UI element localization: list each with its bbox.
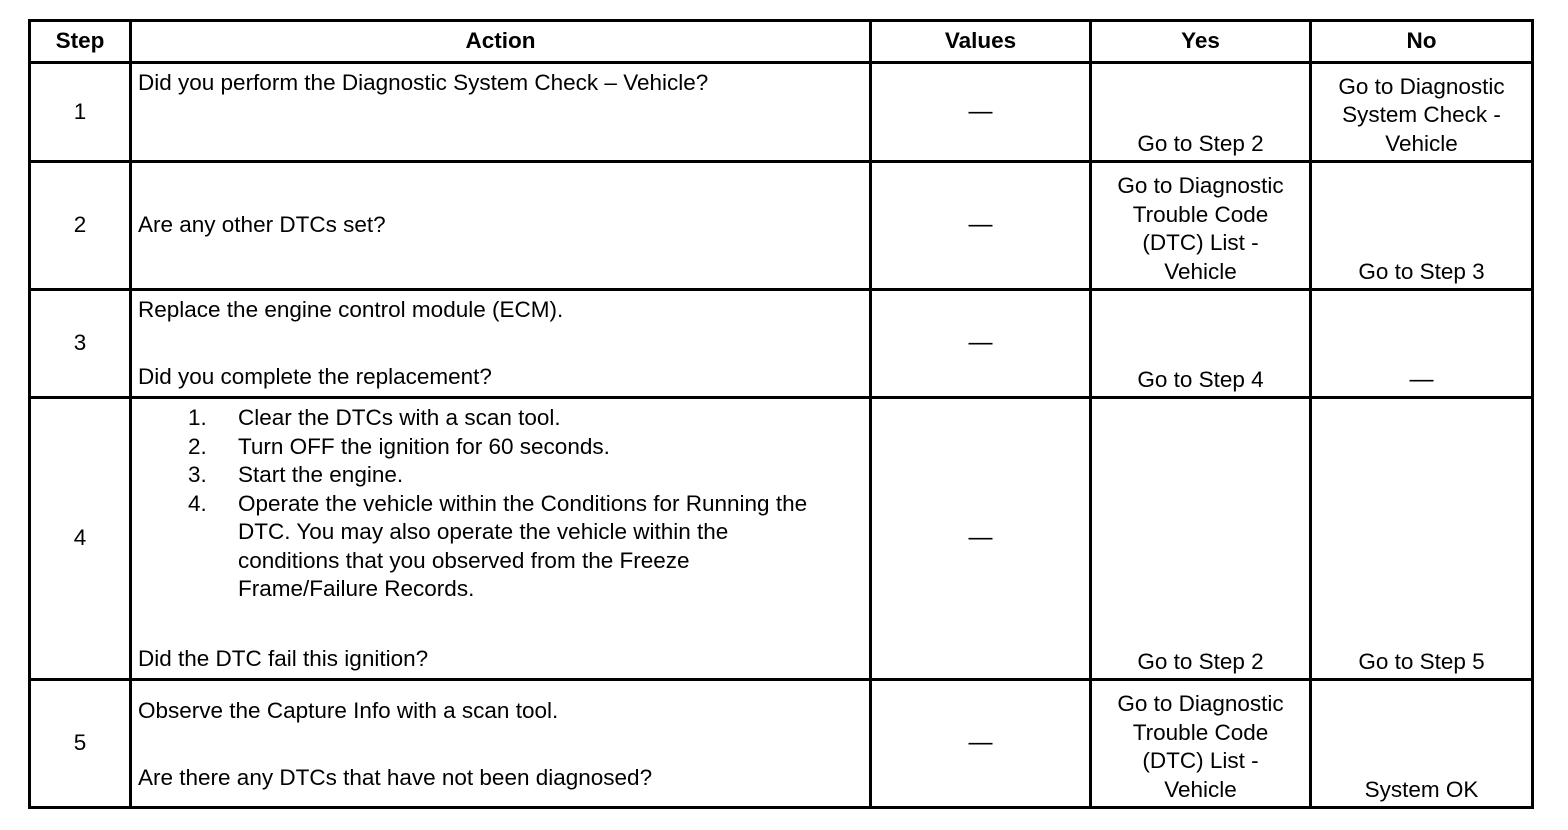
table-row — [30, 398, 1533, 680]
no-value: System OK — [1364, 776, 1479, 802]
yes-link[interactable]: Go to Step 4 — [1137, 366, 1264, 392]
action-question: Did the DTC fail this ignition? — [138, 645, 429, 671]
yes-link[interactable]: Go to Step 2 — [1137, 648, 1264, 674]
list-text: Operate the vehicle within the Conditions for Running the DTC. You may also operate the vehicle within the conditions that you observed from the Freeze Frame/Failure Records. — [238, 490, 808, 601]
action-question: Did you complete the replacement? — [138, 363, 492, 389]
no-cell — [1311, 680, 1533, 808]
no-link[interactable]: Go to Step 5 — [1358, 648, 1485, 674]
list-item — [138, 461, 865, 490]
yes-cell — [1091, 290, 1311, 398]
header-row — [30, 21, 1533, 63]
step-number: 5 — [30, 680, 131, 808]
action-question: Did you perform the Diagnostic System Check – Vehicle? — [138, 70, 709, 95]
header-action: Action — [131, 21, 871, 63]
header-no: No — [1311, 21, 1533, 63]
no-cell — [1311, 290, 1533, 398]
action-instruction: Replace the engine control module (ECM). — [138, 297, 564, 322]
action-question: Are any other DTCs set? — [138, 212, 386, 238]
step-number: 4 — [30, 398, 131, 680]
table-row — [30, 162, 1533, 290]
action-cell — [131, 290, 871, 398]
action-cell — [131, 398, 871, 680]
no-link[interactable]: Go to Step 3 — [1358, 258, 1485, 284]
no-value: — — [1409, 365, 1434, 393]
list-text: Turn OFF the ignition for 60 seconds. — [238, 433, 610, 459]
action-steps-list — [138, 404, 865, 604]
header-step: Step — [30, 21, 131, 63]
yes-link[interactable]: Go to Step 2 — [1137, 130, 1264, 156]
yes-link[interactable]: Go to Diagnostic Trouble Code (DTC) List - Vehicle — [1117, 173, 1284, 284]
yes-cell — [1091, 162, 1311, 290]
no-cell — [1311, 398, 1533, 680]
table-row — [30, 63, 1533, 162]
yes-cell — [1091, 398, 1311, 680]
list-text: Clear the DTCs with a scan tool. — [238, 405, 561, 430]
table-row — [30, 290, 1533, 398]
step-number: 1 — [30, 63, 131, 162]
step-number: 2 — [30, 162, 131, 290]
values-cell: — — [871, 398, 1091, 680]
values-cell: — — [871, 290, 1091, 398]
yes-cell — [1091, 680, 1311, 808]
yes-cell — [1091, 63, 1311, 162]
list-item — [138, 433, 865, 462]
action-cell — [131, 162, 871, 290]
list-number: 3. — [188, 462, 207, 487]
diagnostic-table — [28, 19, 1534, 809]
table-row — [30, 680, 1533, 808]
list-text: Start the engine. — [238, 462, 404, 487]
yes-link[interactable]: Go to Diagnostic Trouble Code (DTC) List - Vehicle — [1117, 691, 1284, 802]
values-cell: — — [871, 162, 1091, 290]
no-cell — [1311, 162, 1533, 290]
header-values: Values — [871, 21, 1091, 63]
list-number: 1. — [188, 405, 207, 430]
action-instruction: Observe the Capture Info with a scan tool. — [138, 698, 559, 723]
list-number: 2. — [188, 433, 207, 459]
no-link[interactable]: Go to Diagnostic System Check - Vehicle — [1338, 73, 1505, 156]
header-yes: Yes — [1091, 21, 1311, 63]
action-cell — [131, 63, 871, 162]
action-question: Are there any DTCs that have not been diagnosed? — [138, 764, 653, 790]
list-number: 4. — [188, 490, 207, 516]
values-cell: — — [871, 680, 1091, 808]
step-number: 3 — [30, 290, 131, 398]
list-item — [138, 404, 865, 433]
list-item — [138, 490, 865, 604]
values-cell: — — [871, 63, 1091, 162]
no-cell — [1311, 63, 1533, 162]
action-cell — [131, 680, 871, 808]
